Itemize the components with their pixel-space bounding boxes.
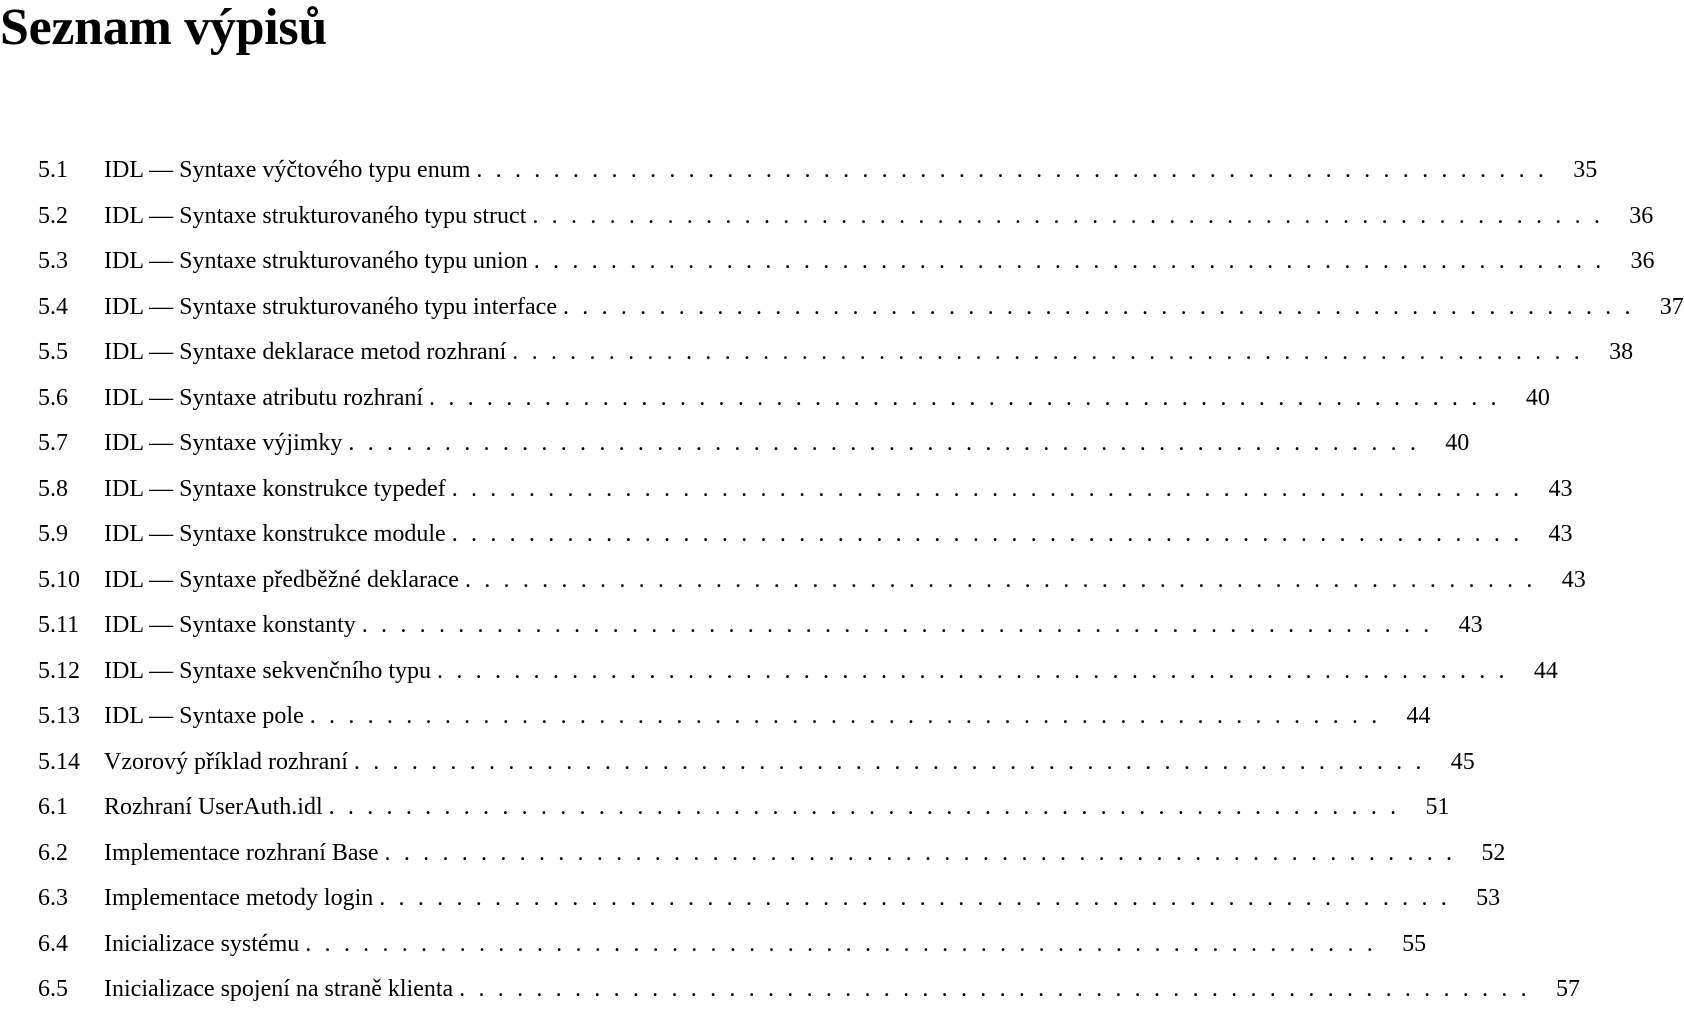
- listing-entry[interactable]: [38, 785, 1450, 831]
- listing-entry[interactable]: [38, 330, 1634, 376]
- listing-page-number: 40: [1525, 384, 1550, 411]
- listing-number: 5.2: [38, 202, 68, 229]
- dot-leader: ........................................................: [451, 521, 1533, 547]
- listing-title: IDL — Syntaxe atributu rozhraní: [104, 376, 429, 422]
- listing-title: Rozhraní UserAuth.idl: [104, 785, 329, 831]
- dot-leader: ........................................................: [384, 839, 1466, 866]
- dot-leader: ........................................................: [532, 202, 1614, 229]
- listing-page-number: 45: [1450, 748, 1475, 775]
- dot-leader: ........................................................: [328, 794, 1410, 820]
- listing-title: IDL — Syntaxe konstanty: [104, 603, 362, 649]
- listing-page-number: 53: [1476, 885, 1501, 911]
- listing-number: 5.14: [38, 748, 80, 775]
- listing-title: IDL — Syntaxe strukturovaného typu union: [104, 239, 534, 285]
- listing-title: IDL — Syntaxe výčtového typu enum: [104, 148, 476, 194]
- listing-title: Vzorový příklad rozhraní: [104, 740, 354, 786]
- dot-leader: ........................................................: [451, 475, 1533, 502]
- listing-title: IDL — Syntaxe deklarace metod rozhraní: [104, 330, 512, 376]
- listing-entry[interactable]: [38, 194, 1654, 240]
- listing-title: IDL — Syntaxe sekvenčního typu: [104, 649, 437, 695]
- listing-entry[interactable]: [38, 694, 1431, 740]
- listing-entry[interactable]: [38, 467, 1573, 513]
- listing-page-number: 43: [1548, 521, 1573, 547]
- dot-leader: ........................................................: [361, 612, 1443, 638]
- listing-title: Inicializace spojení na straně klienta: [104, 967, 459, 1013]
- dot-leader: ........................................................: [353, 748, 1435, 775]
- dot-leader: ........................................................: [459, 976, 1540, 1002]
- listing-page-number: 36: [1629, 202, 1654, 229]
- dot-leader: ........................................................: [309, 703, 1391, 729]
- listing-number: 5.13: [38, 703, 80, 729]
- listing-page-number: 36: [1630, 248, 1655, 274]
- listing-page-number: 55: [1402, 930, 1427, 957]
- listing-page-number: 43: [1561, 566, 1586, 593]
- listing-entry[interactable]: [38, 421, 1470, 467]
- listing-entry[interactable]: [38, 649, 1558, 695]
- listing-entry[interactable]: [38, 922, 1427, 968]
- listing-entry[interactable]: [38, 740, 1475, 786]
- dot-leader: ........................................................: [464, 566, 1546, 593]
- listing-number: 5.7: [38, 430, 68, 456]
- listing-number: 5.4: [38, 293, 68, 320]
- dot-leader: ........................................................: [533, 248, 1615, 274]
- listing-number: 6.3: [38, 885, 68, 911]
- listing-page-number: 52: [1481, 839, 1506, 866]
- listing-title: Inicializace systému: [104, 922, 305, 968]
- listing-entry[interactable]: [38, 831, 1506, 877]
- listing-entry[interactable]: [38, 376, 1550, 422]
- listing-title: IDL — Syntaxe výjimky: [104, 421, 348, 467]
- listing-page-number: 57: [1555, 976, 1580, 1002]
- listing-entry[interactable]: [38, 876, 1501, 922]
- dot-leader: ........................................................: [562, 293, 1644, 320]
- listing-entry[interactable]: [38, 285, 1684, 331]
- listing-page-number: 44: [1533, 657, 1558, 684]
- listing-entry[interactable]: [38, 148, 1598, 194]
- dot-leader: ........................................................: [512, 339, 1594, 365]
- listing-title: Implementace metody login: [104, 876, 379, 922]
- listing-title: IDL — Syntaxe předběžné deklarace: [104, 558, 465, 604]
- listing-title: IDL — Syntaxe konstrukce module: [104, 512, 452, 558]
- listing-entry[interactable]: [38, 239, 1655, 285]
- listing-number: 5.5: [38, 339, 68, 365]
- listing-title: Implementace rozhraní Base: [104, 831, 385, 877]
- listing-title: IDL — Syntaxe strukturovaného typu struct: [104, 194, 532, 240]
- listing-number: 6.1: [38, 794, 68, 820]
- listing-page-number: 38: [1609, 339, 1634, 365]
- listing-title: IDL — Syntaxe konstrukce typedef: [104, 467, 452, 513]
- dot-leader: ........................................................: [437, 657, 1518, 684]
- listing-page-number: 43: [1548, 475, 1573, 502]
- listing-entry[interactable]: [38, 558, 1586, 604]
- dot-leader: ........................................................: [348, 430, 1430, 456]
- listing-number: 5.8: [38, 475, 68, 502]
- listing-entry[interactable]: [38, 967, 1580, 1013]
- listing-page-number: 43: [1458, 612, 1483, 638]
- listing-number: 5.11: [38, 612, 80, 638]
- dot-leader: ........................................................: [305, 930, 1387, 957]
- listing-page-number: 37: [1659, 293, 1684, 320]
- listing-page-number: 44: [1406, 703, 1431, 729]
- listing-entry[interactable]: [38, 512, 1573, 558]
- dot-leader: ........................................................: [429, 384, 1510, 411]
- listing-number: 5.6: [38, 384, 68, 411]
- dot-leader: ........................................................: [379, 885, 1461, 911]
- listing-number: 5.9: [38, 521, 68, 547]
- listing-entry[interactable]: [38, 603, 1483, 649]
- listing-title: IDL — Syntaxe pole: [104, 694, 310, 740]
- listing-number: 5.12: [38, 657, 80, 684]
- listing-index: [38, 148, 1684, 1013]
- page-title: Seznam výpisů: [0, 0, 327, 56]
- listing-number: 6.2: [38, 839, 68, 866]
- listing-number: 6.4: [38, 930, 68, 957]
- listing-title: IDL — Syntaxe strukturovaného typu interface: [104, 285, 563, 331]
- listing-number: 6.5: [38, 976, 68, 1002]
- listing-page-number: 51: [1425, 794, 1450, 820]
- listing-page-number: 35: [1573, 157, 1598, 183]
- listing-page-number: 40: [1445, 430, 1470, 456]
- dot-leader: ........................................................: [476, 157, 1558, 183]
- listing-number: 5.1: [38, 157, 68, 183]
- listing-number: 5.10: [38, 566, 80, 593]
- listing-number: 5.3: [38, 248, 68, 274]
